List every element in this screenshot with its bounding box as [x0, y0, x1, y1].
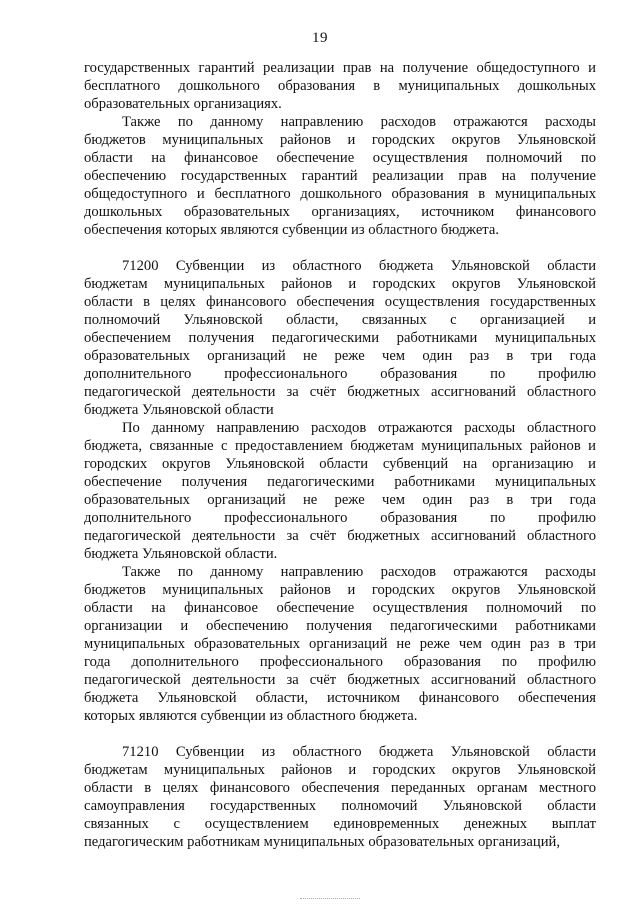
text-line: педагогической деятельности за счёт бюджетных ассигнований областного — [84, 672, 596, 688]
text-line: 71200 Субвенции из областного бюджета Ульяновской области — [122, 258, 596, 274]
text-line: обеспечения которых являются субвенции из областного бюджета. — [84, 222, 499, 238]
text-line: Также по данному направлению расходов отражаются расходы — [122, 564, 596, 580]
text-line: бесплатного дошкольного образования в муниципальных дошкольных — [84, 78, 596, 94]
text-line: дополнительного профессионального образования по профилю — [84, 366, 596, 382]
text-line: общедоступного и бесплатного дошкольного образования в муниципальных — [84, 186, 596, 202]
page-number: 19 — [312, 30, 328, 46]
text-line: муниципальных образовательных организаций не реже чем один раз в три — [84, 636, 596, 652]
document-body — [84, 59, 596, 851]
text-line: области в целях финансового обеспечения осуществления государственных — [84, 294, 596, 310]
text-line: городских округов Ульяновской области субвенций на организацию и — [84, 456, 596, 472]
text-line: дополнительного профессионального образования по профилю — [84, 510, 596, 526]
text-line: бюджета, связанные с предоставлением бюджетам муниципальных районов и — [84, 438, 596, 454]
text-line: бюджетов муниципальных районов и городских округов Ульяновской — [84, 582, 596, 598]
text-line: обеспечению государственных гарантий реализации прав на получение — [84, 168, 596, 184]
text-line: педагогической деятельности за счёт бюджетных ассигнований областного — [84, 384, 596, 400]
text-line: 71210 Субвенции из областного бюджета Ульяновской области — [122, 744, 596, 760]
text-line: образовательных организациях. — [84, 96, 282, 112]
text-line: дошкольных образовательных организациях, источником финансового — [84, 204, 596, 220]
text-line: По данному направлению расходов отражаются расходы областного — [122, 420, 596, 436]
text-line: области на финансовое обеспечение осуществления полномочий по — [84, 150, 596, 166]
text-line: самоуправления государственных полномочий Ульяновской области — [84, 798, 596, 814]
text-line: бюджетам муниципальных районов и городских округов Ульяновской — [84, 276, 596, 292]
text-line: полномочий Ульяновской области, связанных с организацией и — [84, 312, 596, 328]
text-line: области на финансовое обеспечение осуществления полномочий по — [84, 600, 596, 616]
paragraph — [84, 419, 596, 563]
text-line: государственных гарантий реализации прав на получение общедоступного и — [84, 60, 596, 76]
text-line: образовательных организаций не реже чем один раз в три года — [84, 348, 596, 364]
text-line: обеспечение получения педагогическими работниками муниципальных — [84, 474, 596, 490]
paragraph — [84, 257, 596, 419]
text-line: бюджета Ульяновской области, источником финансового обеспечения — [84, 690, 596, 706]
scan-artifact — [300, 898, 360, 902]
text-line: области в целях финансового обеспечения переданных органам местного — [84, 780, 596, 796]
paragraph — [84, 113, 596, 239]
text-line: бюджетов муниципальных районов и городских округов Ульяновской — [84, 132, 596, 148]
paragraph — [84, 59, 596, 113]
paragraph-gap — [84, 239, 596, 257]
text-line: организации и обеспечению получения педагогическими работниками — [84, 618, 596, 634]
text-line: связанных с осуществлением единовременных денежных выплат — [84, 816, 596, 832]
text-line: года дополнительного профессионального образования по профилю — [84, 654, 596, 670]
paragraph — [84, 743, 596, 851]
text-line: Также по данному направлению расходов отражаются расходы — [122, 114, 596, 130]
text-line: бюджетам муниципальных районов и городских округов Ульяновской — [84, 762, 596, 778]
text-line: педагогическим работникам муниципальных образовательных организаций, — [84, 834, 560, 850]
paragraph-gap — [84, 725, 596, 743]
text-line: которых являются субвенции из областного бюджета. — [84, 708, 418, 724]
text-line: обеспечением получения педагогическими работниками муниципальных — [84, 330, 596, 346]
text-line: бюджета Ульяновской области — [84, 402, 274, 418]
text-line: бюджета Ульяновской области. — [84, 546, 278, 562]
paragraph — [84, 563, 596, 725]
text-line: образовательных организаций не реже чем один раз в три года — [84, 492, 596, 508]
text-line: педагогической деятельности за счёт бюджетных ассигнований областного — [84, 528, 596, 544]
